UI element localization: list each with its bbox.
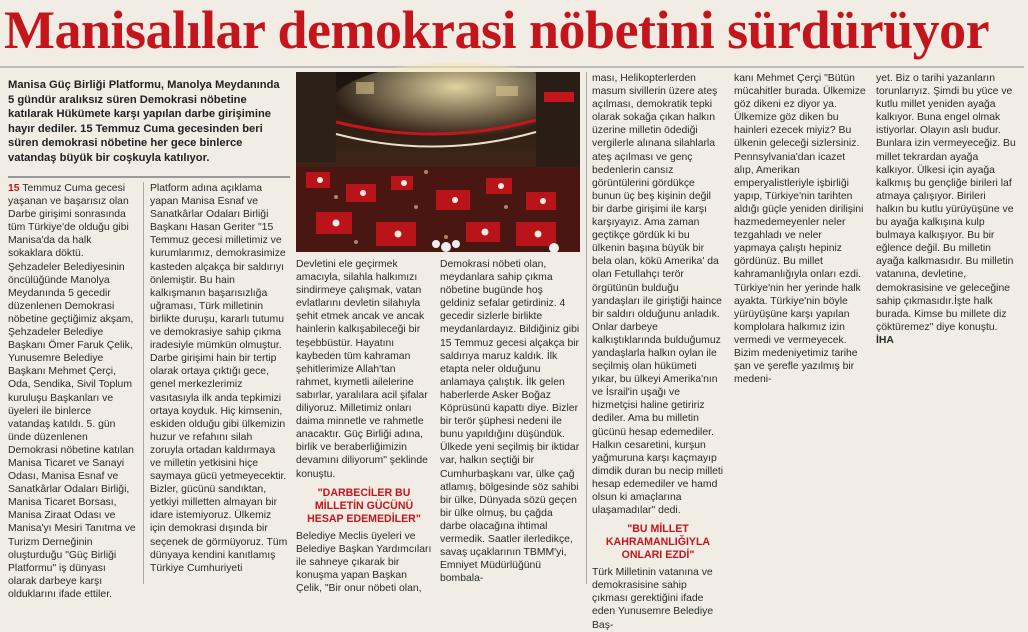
column-divider-2: [586, 72, 587, 584]
article-col5b-text: Türk Milletinin vatanına ve demokrasisine sahip çıkması gerektiğini ifade eden Yunusemre Belediye Baş-: [592, 567, 714, 631]
article-column-2: [150, 182, 288, 584]
article-column-1: [8, 182, 136, 600]
article-col4-text: Demokrasi nöbeti olan, meydanlara sahip çıkma nöbetine bugünde hoş geldiniz sefalar getirdiniz. 4 gecedir sizlerle birlikte meydanlardayız. Bildiğiniz gibi 15 Temmuz gecesi alçakça bir saldırıya maruz kaldık. İlk etapta neler olduğunu anlamaya çalıştık. İlk gelen haberlerde Asker Boğaz Köprüsünü kapattı diye. Bizler bir terör şüphesi nedeni ile bunu yapıldığını düşündük. Ülkede yeni seçilmiş bir iktidar var, halkın seçtiği bir Cumhurbaşkanı var, ülke çağ atlamış, bölgesinde söz sahibi bir ülke, Dünyada sözü geçen bir ülke olmuş, bu çağda darbe olacağına ihtimal vermedik. Saatler ilerledikçe, savaş uçaklarının TBMM'yi, Emniyet Müdürlüğünü bombala-: [440, 259, 580, 585]
article-column-3: [296, 258, 432, 594]
article-column-5: [592, 72, 724, 631]
article-column-7: [876, 72, 1016, 584]
article-column-4: [440, 258, 580, 584]
article-byline: İHA: [876, 334, 894, 346]
article-dropcap: 15: [8, 183, 20, 194]
article-col5-text: ması, Helikopterlerden masum sivillerin üzere ateş açılması, demokratik tepki olarak sokağa çıkan halkın üzerine milletin ödediği vergilerle alınana silahlarla ateş açılması ve genç bedenlerin cansız görüntülerini gördükçe bunun üç beş kişinin değil bir darbe girişimi ile karşı karşıyayız. Ama zaman geçtikçe gördük ki bu ülkenin başına büyük bir bela olan, kökü Amerika' da olan Fetullahçı terör örgütünün bulduğu yandaşları ile giriştiği haince bir saldırı olduğunu anladık. Onlar darbeye kalkıştıklarında bulduğumuz yandaşlarla halkın oylan ile seçilmiş olan hükümeti yıkar, bu ülkeyi Amerika'nın ve İsrail'in uşağı ve hizmetçisi haline getiririz dediler. Ama bu milletin gücünü hesap edemediler. Halkın cesaretini, kurşun yağmuruna karşı kaçmayıp dimdik duran bu necip milleti hesap edemediler ve hamd olsun ki amaçlarına ulaşamadılar" dedi.: [592, 73, 724, 517]
article-col6-text: kanı Mehmet Çerçi "Bütün mücahitler burada. Ülkemize göz dikeni ez diyor ya. Ülkemize göz diken bu hainleri ezecek miyiz? Bu ülkenin geleceği sizlersiniz. Pennsylvania'dan icazet alıp, Amerikan emperyalistleriyle işbirliği yapıp, Türkiye'nin tarihten aldığı güçle yeniden dirilişini hazmedemeyenler neler tezgahladı ve neler yapmaya çalıştı hepiniz gördünüz. Bu millet kahramanlığıyla onları ezdi. Türkiye'nin her yerinde halk ayakta. Türkiye'nin böyle yürüyüşüne karşı yapılan komplolara halkımız izin vermedi ve vermeyecek. Bizim medeniyetimiz tarihe şan ve şerefle yazılmış bir medeni-: [734, 73, 866, 386]
column-divider-1: [143, 182, 144, 584]
subheading-bu-millet: "BU MİLLET KAHRAMANLIĞIYLA ONLARI EZDİ": [605, 523, 711, 562]
article-col7-text: [876, 72, 1016, 347]
article-col1-text: [8, 182, 136, 601]
article-col2-text: Platform adına açıklama yapan Manisa Esnaf ve Sanatkârlar Odaları Birliği Başkanı Hasan Geriter "15 Temmuz gecesi milletimiz ve kurumlarımız, demokrasimize kasteden alçakça bir saldırıyı önlemiştir. Bu hain kalkışmanın başarısızlığa uğraması, Türk milletinin birlikte duruşu, kararlı tutumu ve demokrasiye sahip çıkma iradesiyle mümkün olmuştur. Darbe girişimi hain bir tertip olarak ortaya çıktığı gece, genel merkezlerimiz vasıtasıyla ilk anda tepkimizi ortaya koyduk. Hiç kimsenin, eskiden olduğu gibi ülkemizin huzur ve refahını silah zoruyla ortadan kaldırmaya ve milletin yetkisini hiçe saymaya gücü yetmeyecektir. Bizler, gücünü sandıktan, yetkiyi milletten almayan bir idare istemiyoruz. Ülkemiz için demokrasi dışında bir seçenek de görmüyoruz. Tüm dünyaya kendini kanıtlamış Türkiye Cumhuriyeti: [150, 183, 288, 574]
subheading-darbeciler: "DARBECİLER BU MİLLETİN GÜCÜNÜ HESAP EDEMEDİLER": [307, 486, 421, 525]
article-col3b-text: Belediye Meclis üyeleri ve Belediye Başkan Yardımcıları ile sahneye çıkarak bir konuşma yapan Başkan Çelik, "Bir onur nöbeti olan,: [296, 530, 432, 594]
lead-paragraph: Manisa Güç Birliği Platformu, Manolya Meydanında 5 gündür aralıksız süren Demokrasi nöbetine katılarak Hükümete karşı yapılan darbe girişimine hayır dediler. 15 Temmuz Cuma gecesinden beri süren demokrasi nöbetine her gece binlerce vatandaş büyük bir coşkuyla katılıyor.: [8, 79, 280, 164]
crowd-photo: [296, 72, 580, 252]
article-col3-text: Devletini ele geçirmek amacıyla, silahla halkımızı sindirmeye çalışmak, vatan evlatlarını devletin silahıyla şehit etmek ancak ve ancak hainlerin kalkışabileceği bir teşebbüstür. Hayatını kaybeden tüm kahraman şehitlerimize Allah'tan rahmet, kıymetli ailelerine sabırlar, yaralılara acil şifalar diliyoruz. Milletimiz onları daima minnetle ve rahmetle anacaktır. Güç Birliği adına, birlik ve beraberliğimizin devamını diliyorum" şeklinde konuştu.: [296, 259, 428, 480]
article-column-6: [734, 72, 866, 584]
article-col1-body: Temmuz Cuma gecesi yaşanan ve başarısız olan Darbe girişimi sonrasında tüm Türkiye'de olduğu gibi Manisa'da da halk sokaklara döktü. Şehzadeler Belediyesinin öncülüğünde Manolya Meydanında 5 gecedir düzenlenen Demokrasi nöbetine geçtiğimiz akşam, Şehzadeler Belediye Başkanı Ömer Faruk Çelik, Yunusemre Belediye Başkanı Mehmet Çerçi, Oda, Sendika, Sivil Toplum kuruluşu Başkanları ve üyeleri ile binlerce vatandaş katıldı. 5. gün ünde düzenlenen Demokrasi nöbetine katılan Manisa Ticaret ve Sanayi Odası, Manisa Esnaf ve Sanatkârlar Odaları Birliği, Manisa Ticaret Borsası, Manisa Ziraat Odası ve Manisa'yı Mesiri Tanıtma ve Turizm Derneğinin oluşturduğu "Güç Birliği Platformu" iş dünyası olarak darbeye karşı olduklarını ifade ettiler.: [8, 183, 136, 600]
lead-divider: [8, 176, 290, 178]
headline: Manisalılar demokrasi nöbetini sürdürüyor: [4, 0, 990, 60]
crowd-photo-image: [296, 72, 580, 252]
article-col7-body: yet. Biz o tarihi yazanların torunlarıyız. Şimdi bu yüce ve kutlu millet yeniden ayağa kalkıyor. Buna engel olmak istiyorlar. Olayın aslı budur. Bunlara izin vermeyeceğiz. Bu millet tekrardan ayağa kalkıyor. Ülkesi için ayağa kalkmış bu gençliğe birileri laf atmaya çalışıyor. Birileri halkın bu kutlu yürüyüşüne ve bu ayağa kalkışına kulp bulmaya kalkışıyor. Bu bir eğlence değil. Bu milletin ayağa kalkmasıdır. Bu milletin vatanına, devletine, demokrasisine ve geleceğine sahip çıkmasıdır.İşte halk burada. Kimse bu millete diz çöktüremez" diye konuştu.: [876, 73, 1016, 333]
